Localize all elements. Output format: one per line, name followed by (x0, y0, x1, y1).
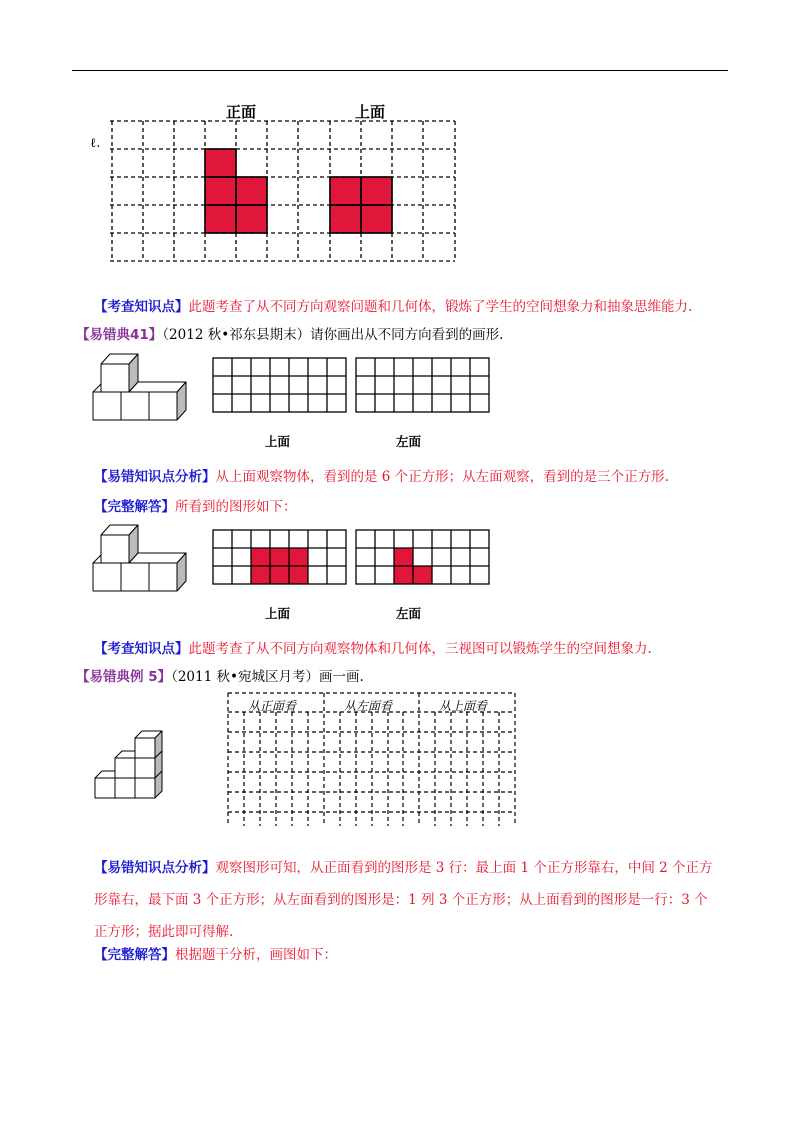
answer-grid-top-empty (212, 357, 352, 417)
analysis-line-41: 【易错知识点分析】从上面观察物体，看到的是 6 个正方形；从左面观察，看到的是三个正方形. (94, 469, 669, 485)
label-front: 正面 (226, 103, 257, 121)
analysis-block-5 (94, 852, 713, 948)
answer-grid-top-filled (212, 529, 352, 589)
analysis-line-c: 正方形；据此即可得解. (94, 924, 234, 940)
knowledge-line-2: 【考查知识点】此题考查了从不同方向观察物体和几何体，三视图可以锻炼学生的空间想象力. (94, 641, 652, 657)
analysis-line-a: 【易错知识点分析】观察图形可知，从正面看到的图形是 3 行：最上面 1 个正方形靠右，中间 2 个正方 (94, 860, 713, 876)
front-cell (205, 149, 236, 177)
cube-figure-1 (92, 354, 192, 424)
caption-left: 左面 (396, 434, 422, 449)
example41-heading: 【易错典41】（2012 秋•祁东县期末）请你画出从不同方向看到的画形. (76, 327, 504, 343)
answer-line-5: 【完整解答】根据题干分析，画图如下： (94, 947, 337, 963)
dashed-grid (110, 121, 455, 261)
answer-line-41: 【完整解答】所看到的图形如下： (94, 499, 297, 515)
cube-staircase (92, 730, 172, 810)
caption-top-2: 上面 (265, 606, 291, 621)
left-view-cell (413, 566, 432, 584)
header-front: 从正面看 (248, 699, 297, 713)
view-grid-1 (110, 119, 460, 264)
header-left: 从左面看 (344, 699, 393, 713)
header-top: 从上面看 (439, 699, 488, 713)
knowledge-line-1: 【考查知识点】此题考查了从不同方向观察问题和几何体，锻炼了学生的空间想象力和抽象思维能力. (94, 299, 693, 315)
caption-top: 上面 (265, 434, 291, 449)
analysis-line-b: 形靠右，最下面 3 个正方形；从左面看到的图形是：1 列 3 个正方形；从上面看到的图形是一行：3 个 (94, 892, 708, 908)
label-top: 上面 (355, 103, 386, 121)
answer-grid-left-empty (355, 357, 495, 417)
answer-grid-left-filled (355, 529, 495, 589)
header-rule (72, 70, 728, 71)
caption-left-2: 左面 (396, 606, 422, 621)
cube-figure-2 (92, 525, 192, 595)
example5-heading: 【易错典例 5】（2011 秋•宛城区月考）画一画. (76, 669, 364, 685)
stray-mark: ℓ. (90, 136, 101, 151)
